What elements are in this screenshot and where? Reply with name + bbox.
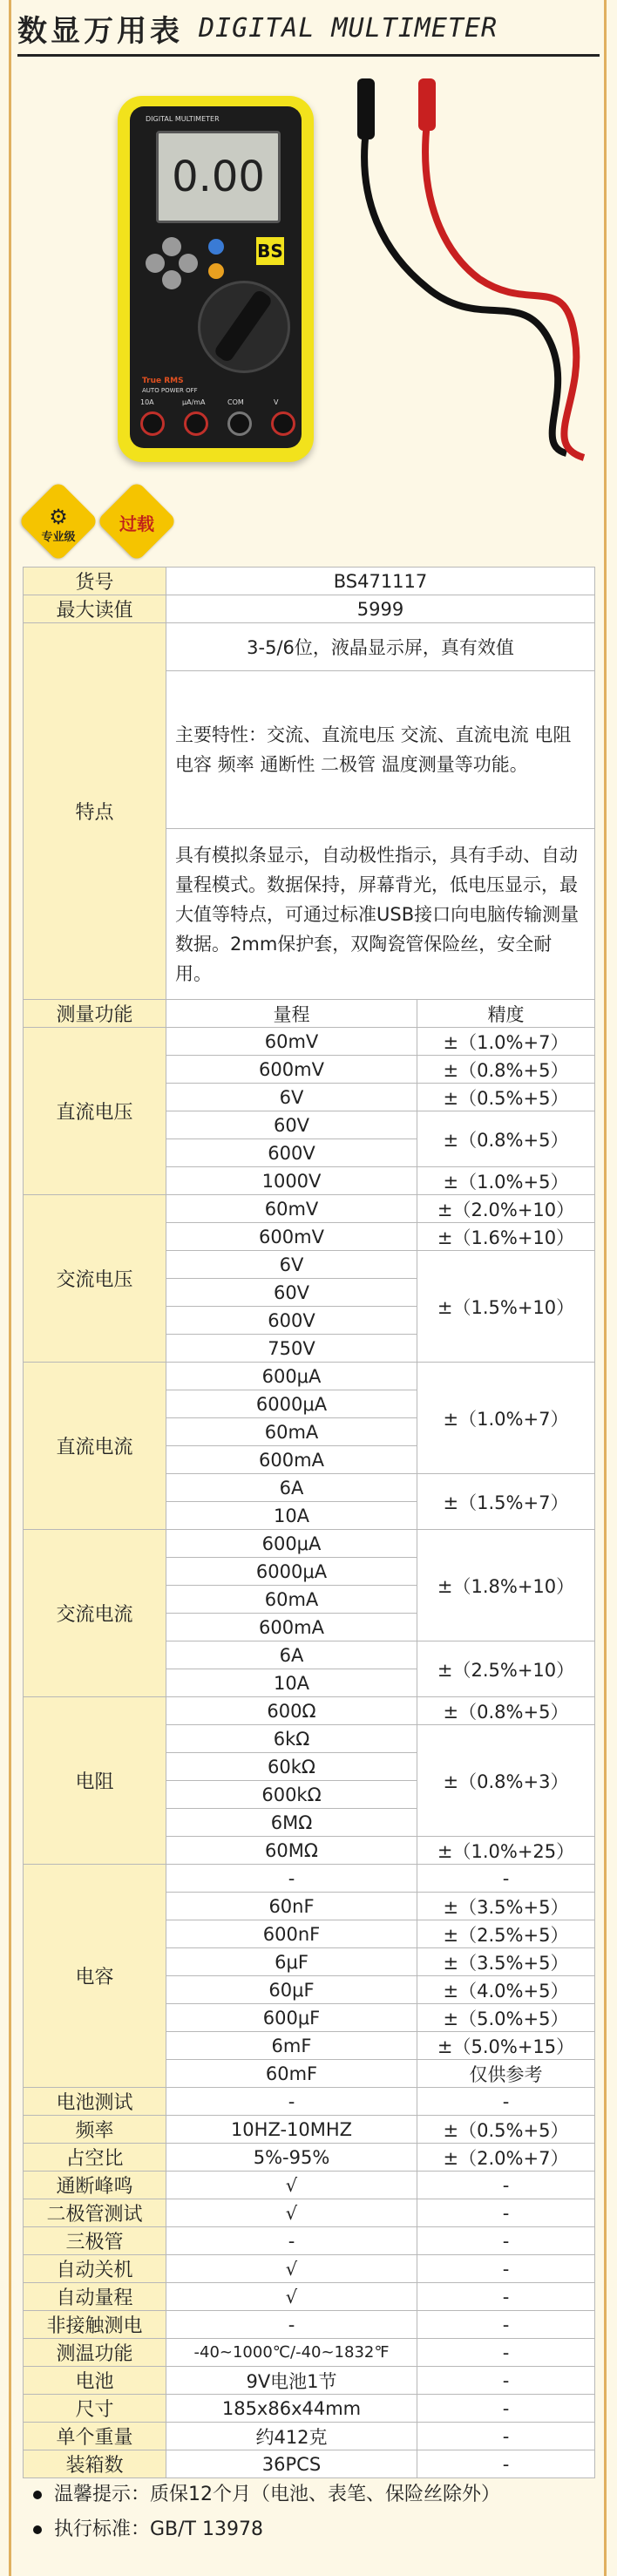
features-line-1: 3-5/6位，液晶显示屏，真有效值 <box>166 623 595 671</box>
button-pad <box>146 237 198 289</box>
table-row <box>24 1697 595 1725</box>
accuracy-cell: - <box>417 2339 595 2367</box>
misc-key: 自动量程 <box>24 2283 166 2311</box>
multimeter-face <box>130 106 302 448</box>
model-value: BS471117 <box>166 568 595 595</box>
range-cell: 6V <box>166 1084 417 1111</box>
range-cell: √ <box>166 2283 417 2311</box>
misc-key: 占空比 <box>24 2144 166 2172</box>
range-cell: 600μF <box>166 2004 417 2032</box>
multimeter-device <box>118 96 314 462</box>
accuracy-cell: ±（1.5%+7） <box>417 1474 595 1530</box>
jack-com-icon <box>227 411 252 436</box>
accuracy-cell: ±（1.5%+10） <box>417 1251 595 1363</box>
range-cell: 600kΩ <box>166 1781 417 1809</box>
accuracy-cell: ±（5.0%+5） <box>417 2004 595 2032</box>
range-cell: 60mA <box>166 1418 417 1446</box>
range-cell: 6A <box>166 1474 417 1502</box>
acv-func: 交流电压 <box>24 1195 166 1363</box>
title-english: DIGITAL MULTIMETER <box>199 12 498 44</box>
orange-key-icon <box>208 263 224 279</box>
key-down-icon <box>162 270 181 289</box>
range-cell: 1000V <box>166 1167 417 1195</box>
jack-label-com: COM <box>227 398 244 406</box>
accuracy-cell: ±（1.6%+10） <box>417 1223 595 1251</box>
features-line-2: 主要特性：交流、直流电压 交流、直流电流 电阻 电容 频率 通断性 二极管 温度测量等功能。 <box>166 671 595 829</box>
range-cell: 750V <box>166 1335 417 1363</box>
red-probe-icon <box>418 78 436 131</box>
warranty-note: 温馨提示：质保12个月（电池、表笔、保险丝除外） <box>30 2477 587 2512</box>
table-row <box>24 1865 595 1893</box>
range-cell: 约412克 <box>166 2423 417 2450</box>
misc-key: 通断峰鸣 <box>24 2172 166 2199</box>
footnotes <box>30 2477 587 2547</box>
title-chinese: 数显万用表 <box>17 13 183 49</box>
range-cell: 6MΩ <box>166 1809 417 1837</box>
accuracy-header: 精度 <box>417 1000 595 1028</box>
range-cell: 60MΩ <box>166 1837 417 1865</box>
range-cell: 6μF <box>166 1948 417 1976</box>
overload-badge-label: 过载 <box>119 513 154 534</box>
accuracy-cell: ±（1.0%+25） <box>417 1837 595 1865</box>
dial-knob-icon <box>213 289 274 364</box>
table-row <box>24 1363 595 1390</box>
range-cell: - <box>166 2088 417 2116</box>
range-cell: 60μF <box>166 1976 417 2004</box>
table-row <box>24 2311 595 2339</box>
table-row <box>24 1028 595 1056</box>
black-probe-icon <box>357 78 375 139</box>
accuracy-cell: ±（0.8%+5） <box>417 1056 595 1084</box>
accuracy-cell: ±（0.8%+5） <box>417 1697 595 1725</box>
range-cell: 6mF <box>166 2032 417 2060</box>
device-panel-label: DIGITAL MULTIMETER <box>146 115 220 123</box>
aca-func: 交流电流 <box>24 1530 166 1697</box>
lcd-display: 0.00 <box>156 131 281 223</box>
jack-ua-ma-icon <box>184 411 208 436</box>
table-row <box>24 1195 595 1223</box>
misc-key: 单个重量 <box>24 2423 166 2450</box>
range-cell: 185x86x44mm <box>166 2395 417 2423</box>
accuracy-cell: 仅供参考 <box>417 2060 595 2088</box>
func-header: 测量功能 <box>24 1000 166 1028</box>
misc-key: 电池 <box>24 2367 166 2395</box>
range-cell: √ <box>166 2172 417 2199</box>
range-cell: 60V <box>166 1279 417 1307</box>
key-right-icon <box>179 254 198 273</box>
range-cell: - <box>166 2311 417 2339</box>
accuracy-cell: - <box>417 2199 595 2227</box>
rotary-dial <box>198 281 290 373</box>
range-cell: 10A <box>166 1502 417 1530</box>
range-cell: 60nF <box>166 1893 417 1920</box>
accuracy-cell: ±（0.8%+3） <box>417 1725 595 1837</box>
table-row <box>24 1000 595 1028</box>
range-cell: - <box>166 2227 417 2255</box>
accuracy-cell: - <box>417 2395 595 2423</box>
range-cell: 60mF <box>166 2060 417 2088</box>
max-reading-key: 最大读值 <box>24 595 166 623</box>
range-cell: 10A <box>166 1669 417 1697</box>
accuracy-cell: ±（1.8%+10） <box>417 1530 595 1641</box>
range-cell: 60mA <box>166 1586 417 1614</box>
range-cell: 10HZ-10MHZ <box>166 2116 417 2144</box>
accuracy-cell: ±（1.0%+7） <box>417 1363 595 1474</box>
model-key: 货号 <box>24 568 166 595</box>
product-image <box>17 70 600 479</box>
misc-key: 电池测试 <box>24 2088 166 2116</box>
misc-key: 自动关机 <box>24 2255 166 2283</box>
accuracy-cell: - <box>417 2255 595 2283</box>
key-left-icon <box>146 254 165 273</box>
range-cell: 60mV <box>166 1028 417 1056</box>
title-divider <box>17 54 600 57</box>
range-cell: 600mV <box>166 1223 417 1251</box>
table-row <box>24 568 595 595</box>
accuracy-cell: ±（0.5%+5） <box>417 2116 595 2144</box>
accuracy-cell: ±（2.5%+5） <box>417 1920 595 1948</box>
accuracy-cell: ±（1.0%+5） <box>417 1167 595 1195</box>
table-row <box>24 2450 595 2478</box>
range-cell: 60kΩ <box>166 1753 417 1781</box>
blue-key-icon <box>208 239 224 255</box>
dcv-func: 直流电压 <box>24 1028 166 1195</box>
range-cell: 6V <box>166 1251 417 1279</box>
accuracy-cell: ±（3.5%+5） <box>417 1893 595 1920</box>
accuracy-cell: - <box>417 2450 595 2478</box>
table-row <box>24 2088 595 2116</box>
misc-key: 二极管测试 <box>24 2199 166 2227</box>
table-row <box>24 2144 595 2172</box>
misc-key: 频率 <box>24 2116 166 2144</box>
accuracy-cell: ±（2.0%+10） <box>417 1195 595 1223</box>
range-cell: 60V <box>166 1111 417 1139</box>
misc-key: 三极管 <box>24 2227 166 2255</box>
test-leads-icon <box>331 78 593 462</box>
accuracy-cell: ±（0.8%+5） <box>417 1111 595 1167</box>
page-title <box>17 5 600 51</box>
overload-badge <box>96 480 177 561</box>
range-cell: 600Ω <box>166 1697 417 1725</box>
professional-badge <box>17 480 98 561</box>
range-cell: 6kΩ <box>166 1725 417 1753</box>
professional-icon: ⚙ <box>49 505 68 529</box>
range-cell: 600mV <box>166 1056 417 1084</box>
range-cell: 600μA <box>166 1530 417 1558</box>
accuracy-cell: - <box>417 2367 595 2395</box>
range-cell: -40~1000℃/-40~1832℉ <box>166 2339 417 2367</box>
table-row <box>24 2227 595 2255</box>
autopower-label: AUTO POWER OFF <box>142 387 198 394</box>
jack-v-icon <box>271 411 295 436</box>
accuracy-cell: ±（1.0%+7） <box>417 1028 595 1056</box>
table-row <box>24 2172 595 2199</box>
accuracy-cell: ±（5.0%+15） <box>417 2032 595 2060</box>
features-key: 特点 <box>24 623 166 1000</box>
accuracy-cell: ±（4.0%+5） <box>417 1976 595 2004</box>
accuracy-cell: ±（2.0%+7） <box>417 2144 595 2172</box>
range-cell: 5%-95% <box>166 2144 417 2172</box>
table-row <box>24 2199 595 2227</box>
accuracy-cell: - <box>417 2311 595 2339</box>
max-reading-value: 5999 <box>166 595 595 623</box>
range-cell: 600mA <box>166 1446 417 1474</box>
misc-key: 尺寸 <box>24 2395 166 2423</box>
range-cell: √ <box>166 2199 417 2227</box>
range-cell: - <box>166 1865 417 1893</box>
cap-func: 电容 <box>24 1865 166 2088</box>
jack-label-10a: 10A <box>140 398 154 406</box>
accuracy-cell: ±（0.5%+5） <box>417 1084 595 1111</box>
table-row <box>24 595 595 623</box>
range-cell: 6000μA <box>166 1390 417 1418</box>
range-cell: 9V电池1节 <box>166 2367 417 2395</box>
table-row <box>24 1530 595 1558</box>
professional-badge-label: 专业级 <box>41 531 76 544</box>
table-row <box>24 2423 595 2450</box>
res-func: 电阻 <box>24 1697 166 1865</box>
range-cell: 600mA <box>166 1614 417 1641</box>
jack-label-ua-ma: μA/mA <box>182 398 206 406</box>
brand-logo: BS <box>256 237 284 265</box>
range-cell: 600V <box>166 1139 417 1167</box>
table-row <box>24 2116 595 2144</box>
accuracy-cell: - <box>417 2423 595 2450</box>
features-line-3: 具有模拟条显示，自动极性指示，具有手动、自动量程模式。数据保持，屏幕背光，低电压显示，最大值等特点，可通过标准USB接口向电脑传输测量数据。2mm保护套，双陶瓷管保险丝，安全耐用。 <box>166 829 595 1000</box>
spec-table <box>23 567 595 2478</box>
range-cell: √ <box>166 2255 417 2283</box>
jack-10a-icon <box>140 411 165 436</box>
range-cell: 600V <box>166 1307 417 1335</box>
table-row <box>24 2283 595 2311</box>
jack-label-v: V <box>274 398 279 406</box>
table-row <box>24 2395 595 2423</box>
dca-func: 直流电流 <box>24 1363 166 1530</box>
range-cell: 6000μA <box>166 1558 417 1586</box>
accuracy-cell: ±（3.5%+5） <box>417 1948 595 1976</box>
misc-key: 装箱数 <box>24 2450 166 2478</box>
accuracy-cell: - <box>417 2283 595 2311</box>
accuracy-cell: ±（2.5%+10） <box>417 1641 595 1697</box>
accuracy-cell: - <box>417 2227 595 2255</box>
misc-key: 测温功能 <box>24 2339 166 2367</box>
truerms-label: True RMS <box>142 377 184 385</box>
range-cell: 600μA <box>166 1363 417 1390</box>
red-lead-cable <box>425 122 584 458</box>
table-row <box>24 623 595 671</box>
misc-key: 非接触测电 <box>24 2311 166 2339</box>
black-lead-cable <box>364 131 566 453</box>
accuracy-cell: - <box>417 1865 595 1893</box>
key-up-icon <box>162 237 181 256</box>
table-row <box>24 2339 595 2367</box>
accuracy-cell: - <box>417 2088 595 2116</box>
standard-note: 执行标准：GB/T 13978 <box>30 2512 587 2547</box>
table-row <box>24 2255 595 2283</box>
range-cell: 36PCS <box>166 2450 417 2478</box>
range-cell: 600nF <box>166 1920 417 1948</box>
table-row <box>24 2367 595 2395</box>
range-cell: 60mV <box>166 1195 417 1223</box>
accuracy-cell: - <box>417 2172 595 2199</box>
range-cell: 6A <box>166 1641 417 1669</box>
range-header: 量程 <box>166 1000 417 1028</box>
